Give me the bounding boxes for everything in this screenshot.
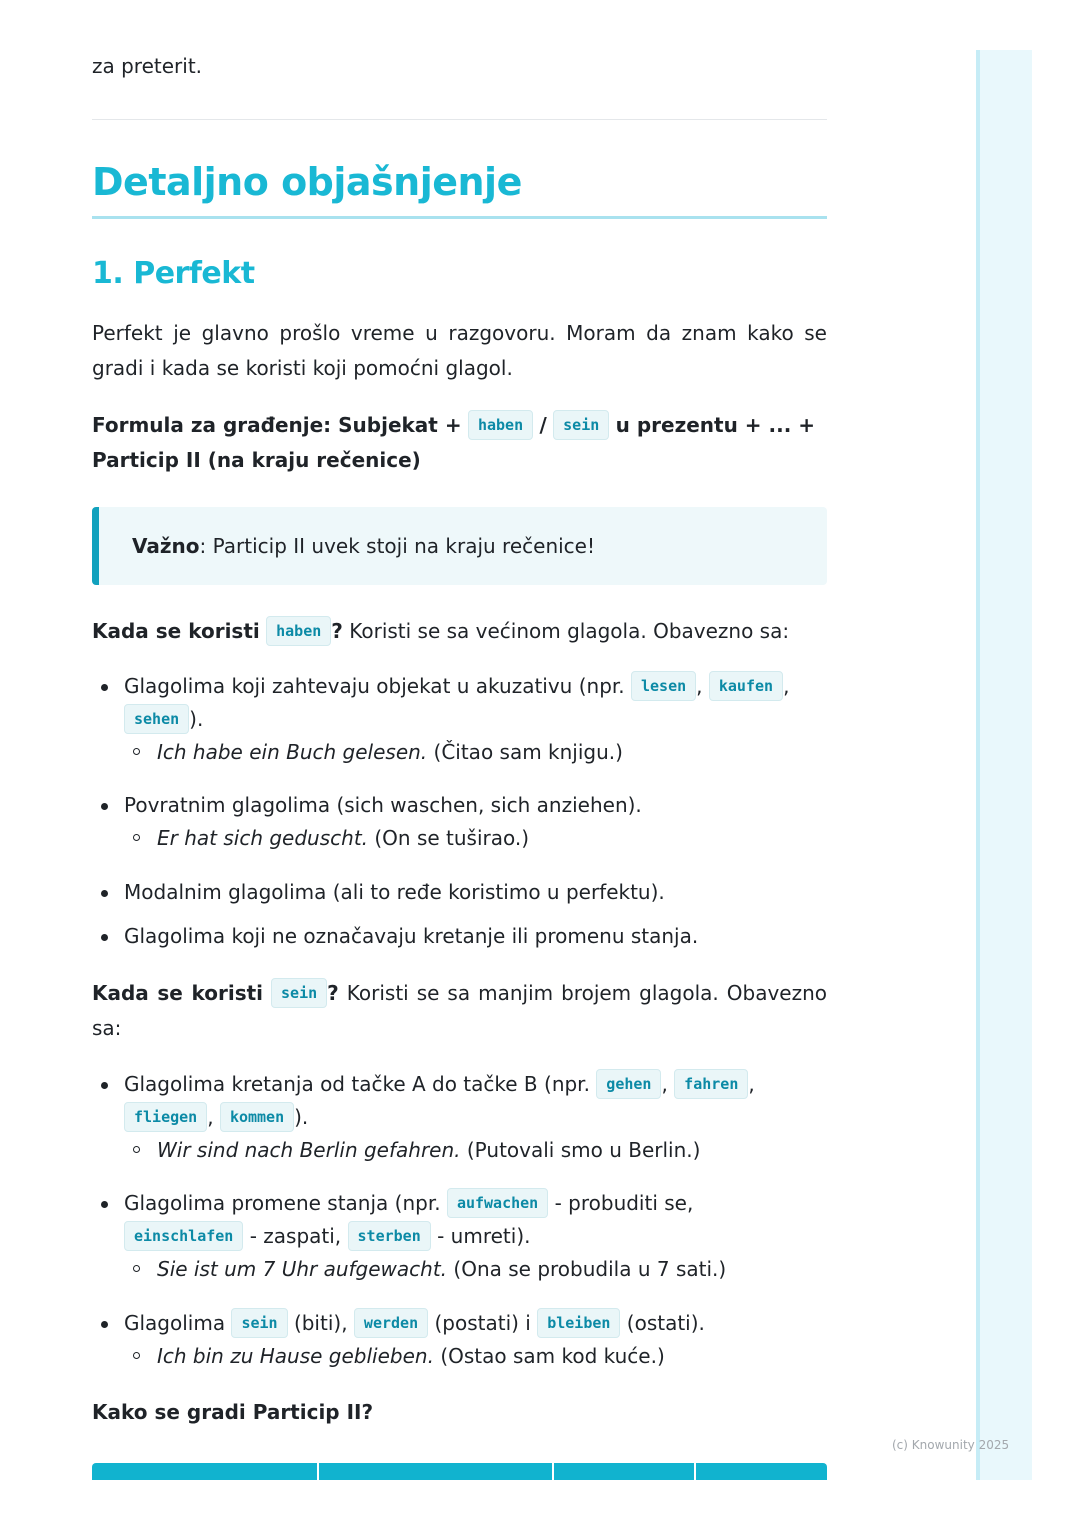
code-werden: werden	[354, 1308, 428, 1338]
intro-paragraph: Perfekt je glavno prošlo vreme u razgovoru. Moram da znam kako se gradi i kada se koristi koji pomoćni glagol.	[92, 321, 827, 380]
list-item-text: - umreti).	[437, 1224, 531, 1248]
formula-label: Formula za građenje: Subjekat +	[92, 413, 462, 437]
important-callout	[92, 507, 827, 585]
formula-slash: /	[539, 413, 547, 437]
sein-heading-text: Koristi se sa manjim brojem glagola. Obavezno sa:	[92, 981, 828, 1040]
example-translation: (Ona se probudila u 7 sati.)	[453, 1257, 727, 1281]
formula-paragraph	[92, 408, 827, 478]
code-fliegen: fliegen	[124, 1102, 207, 1132]
list-item-text: Glagolima promene stanja (npr.	[124, 1191, 441, 1215]
list-item-text: Povratnim glagolima (sich waschen, sich anziehen).	[124, 793, 642, 817]
example-german: Wir sind nach Berlin gefahren.	[157, 1138, 461, 1162]
example-item	[124, 1253, 827, 1285]
list-item-text: ).	[294, 1105, 309, 1129]
sein-list-state	[92, 1187, 827, 1285]
callout-text: : Particip II uvek stoji na kraju rečenice!	[199, 534, 595, 558]
table-header-cell	[554, 1463, 696, 1480]
example-german: Ich habe ein Buch gelesen.	[157, 740, 428, 764]
list-item: Glagolima kretanja od tačke A do tačke B (npr. gehen , fahren , fliegen , kommen ). Wir sind nach Berlin gefahren. (Putovali smo u Berlin.)	[92, 1068, 827, 1166]
code-kaufen: kaufen	[709, 671, 783, 701]
list-item-text: (ostati).	[626, 1311, 705, 1335]
code-einschlafen: einschlafen	[124, 1221, 243, 1251]
code-sterben: sterben	[348, 1221, 431, 1251]
callout-label: Važno	[132, 534, 200, 558]
section-title: Detaljno objašnjenje	[92, 160, 827, 219]
example-item	[124, 822, 827, 854]
list-item-text: - zaspati,	[249, 1224, 342, 1248]
table-header-cell	[319, 1463, 554, 1480]
example-item	[124, 736, 827, 768]
list-item-text: Glagolima kretanja od tačke A do tačke B (npr.	[124, 1072, 590, 1096]
sein-list-verbs	[92, 1307, 827, 1372]
code-haben: haben	[468, 410, 533, 440]
list-item	[92, 1187, 827, 1285]
participle-heading: Kako se gradi Particip II?	[92, 1400, 374, 1424]
copyright-footer: (c) Knowunity 2025	[892, 1438, 1010, 1452]
haben-list-modal	[92, 876, 827, 909]
table-header-cell	[92, 1463, 319, 1480]
list-item-text: (biti),	[293, 1311, 348, 1335]
example-translation: (Čitao sam knjigu.)	[433, 740, 623, 764]
list-item	[92, 920, 827, 953]
formula-end: Particip II (na kraju rečenice)	[92, 448, 421, 472]
code-haben: haben	[266, 616, 331, 646]
haben-list	[92, 670, 827, 768]
haben-heading-text: Koristi se sa većinom glagola. Obavezno sa:	[349, 619, 790, 643]
code-gehen: gehen	[596, 1069, 661, 1099]
code-sein: sein	[271, 978, 327, 1008]
sein-usage-heading	[92, 976, 827, 1046]
haben-heading-label: Kada se koristi	[92, 619, 260, 643]
code-sein: sein	[231, 1308, 287, 1338]
list-item-text: ).	[189, 707, 204, 731]
subsection-title: 1. Perfekt	[92, 256, 255, 291]
example-german: Er hat sich geduscht.	[157, 826, 369, 850]
sein-list-motion	[92, 1068, 827, 1166]
example-german: Sie ist um 7 Uhr aufgewacht.	[157, 1257, 448, 1281]
sein-heading-label: Kada se koristi	[92, 981, 264, 1005]
list-item-text: (postati) i	[434, 1311, 531, 1335]
question-mark: ?	[331, 619, 343, 643]
formula-middle: u prezentu + ... +	[615, 413, 816, 437]
example-german: Ich bin zu Hause geblieben.	[157, 1344, 434, 1368]
code-aufwachen: aufwachen	[447, 1188, 548, 1218]
code-lesen: lesen	[631, 671, 696, 701]
haben-list-other	[92, 920, 827, 953]
example-item	[124, 1340, 827, 1372]
list-item-text: Glagolima koji zahtevaju objekat u akuzativu (npr.	[124, 674, 625, 698]
list-item: Glagolima koji zahtevaju objekat u akuzativu (npr. lesen , kaufen , sehen ). Ich habe ein Buch gelesen. (Čitao sam knjigu.)	[92, 670, 827, 768]
list-item-text: - probuditi se,	[554, 1191, 694, 1215]
lead-text: za preterit.	[92, 54, 203, 78]
list-item	[92, 1307, 827, 1372]
code-kommen: kommen	[220, 1102, 294, 1132]
page-side-strip	[976, 50, 1032, 1480]
list-item-text: Glagolima koji ne označavaju kretanje ili promenu stanja.	[124, 924, 699, 948]
example-translation: (Putovali smo u Berlin.)	[466, 1138, 701, 1162]
list-item-text: Modalnim glagolima (ali to ređe koristimo u perfektu).	[124, 880, 665, 904]
haben-usage-heading	[92, 614, 827, 649]
question-mark: ?	[327, 981, 339, 1005]
list-item-text: Glagolima	[124, 1311, 226, 1335]
code-fahren: fahren	[674, 1069, 748, 1099]
example-translation: (On se tuširao.)	[374, 826, 530, 850]
list-item	[92, 789, 827, 854]
code-bleiben: bleiben	[537, 1308, 620, 1338]
code-sein: sein	[553, 410, 609, 440]
code-sehen: sehen	[124, 704, 189, 734]
haben-list-continued	[92, 789, 827, 854]
list-item	[92, 876, 827, 909]
horizontal-rule	[92, 119, 827, 120]
example-item	[124, 1134, 827, 1166]
table-header-bar	[92, 1463, 827, 1480]
example-translation: (Ostao sam kod kuće.)	[440, 1344, 665, 1368]
